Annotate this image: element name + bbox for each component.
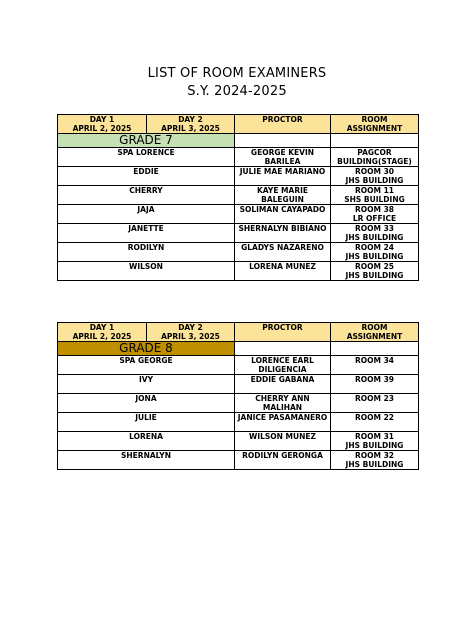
- room-cell-text: SHS BUILDING: [344, 195, 405, 204]
- proctor-cell: [235, 375, 331, 394]
- examiner-cell: [58, 432, 235, 451]
- grade-row-empty-cell: [331, 134, 419, 148]
- examiner-cell-text: CHERRY: [129, 186, 163, 195]
- examiner-cell: [58, 394, 235, 413]
- proctor-cell-text: WILSON MUNEZ: [249, 432, 316, 441]
- examiner-cell: [58, 375, 235, 394]
- proctor-cell-text: LORENA MUNEZ: [249, 262, 316, 271]
- proctor-cell: [235, 394, 331, 413]
- room-cell-text: ROOM 38: [354, 205, 395, 214]
- proctor-header: PROCTOR: [235, 115, 331, 134]
- examiner-cell: [58, 224, 235, 243]
- proctor-cell: [235, 224, 331, 243]
- room-cell-text: ROOM 33: [354, 224, 395, 233]
- room-cell-text: JHS BUILDING: [345, 460, 404, 469]
- examiner-cell: [58, 148, 235, 167]
- room-cell-text: ROOM 24: [354, 243, 395, 252]
- examiner-cell: [58, 186, 235, 205]
- proctor-cell-text: RODILYN GERONGA: [242, 451, 323, 460]
- room-cell: [331, 356, 419, 375]
- proctor-cell-text: JANICE PASAMANERO: [237, 413, 328, 422]
- examiner-cell-text: SHERNALYN: [121, 451, 171, 460]
- proctor-cell-text: SOLIMAN CAYAPADO: [239, 205, 326, 214]
- room-cell: [331, 224, 419, 243]
- proctor-header: PROCTOR: [235, 323, 331, 342]
- proctor-cell: [235, 262, 331, 281]
- examiner-cell-text: LORENA: [129, 432, 163, 441]
- room-cell: [331, 451, 419, 470]
- proctor-cell-text: DILIGENCIA: [258, 365, 307, 374]
- examiner-cell-text: JONA: [135, 394, 157, 403]
- grade-label: GRADE 8: [58, 342, 235, 356]
- examiner-cell: [58, 205, 235, 224]
- examiner-cell-text: IVY: [138, 375, 154, 384]
- table-row: [58, 375, 419, 394]
- grade-row: [58, 134, 419, 148]
- grade-7-examiners-table: [57, 114, 419, 281]
- proctor-cell: [235, 243, 331, 262]
- table-row: [58, 413, 419, 432]
- room-cell-text: ROOM 23: [354, 394, 395, 403]
- proctor-cell: [235, 167, 331, 186]
- room-cell-text: ROOM 32: [354, 451, 395, 460]
- proctor-cell-text: EDDIE GABANA: [250, 375, 315, 384]
- examiner-cell-text: JULIE: [135, 413, 157, 422]
- room-cell-text: ROOM 22: [354, 413, 395, 422]
- school-year: S.Y. 2024-2025: [187, 84, 287, 99]
- table-row: [58, 451, 419, 470]
- room-cell: [331, 205, 419, 224]
- room-cell-text: ROOM 11: [354, 186, 395, 195]
- proctor-cell-text: BALEGUIN: [261, 195, 304, 204]
- table-row: [58, 432, 419, 451]
- proctor-cell-text: LORENCE EARL: [251, 356, 314, 365]
- room-cell-text: JHS BUILDING: [345, 233, 404, 242]
- examiner-rows: [58, 356, 419, 470]
- room-cell-text: PAGCOR: [357, 148, 392, 157]
- proctor-cell: [235, 148, 331, 167]
- examiner-cell-text: SPA LORENCE: [117, 148, 175, 157]
- examiner-rows: [58, 148, 419, 281]
- room-cell-text: ROOM 39: [354, 375, 395, 384]
- table-row: [58, 148, 419, 167]
- room-cell: [331, 167, 419, 186]
- table-row: [58, 394, 419, 413]
- room-cell: [331, 432, 419, 451]
- proctor-cell: [235, 186, 331, 205]
- day1-header: DAY 1 APRIL 2, 2025: [58, 115, 147, 134]
- examiner-cell: [58, 167, 235, 186]
- room-cell-text: ROOM 30: [354, 167, 395, 176]
- proctor-cell: [235, 432, 331, 451]
- table-header-row: [58, 115, 419, 134]
- room-header: ROOM ASSIGNMENT: [331, 323, 419, 342]
- grade-row-empty-cell: [235, 342, 331, 356]
- room-header: ROOM ASSIGNMENT: [331, 115, 419, 134]
- table-row: [58, 262, 419, 281]
- examiner-cell-text: WILSON: [129, 262, 163, 271]
- examiner-cell-text: RODILYN: [127, 243, 165, 252]
- examiner-cell: [58, 262, 235, 281]
- room-cell: [331, 375, 419, 394]
- proctor-cell-text: MALIHAN: [262, 403, 303, 412]
- day2-header: DAY 2 APRIL 3, 2025: [147, 323, 235, 342]
- room-cell-text: JHS BUILDING: [345, 252, 404, 261]
- room-cell: [331, 413, 419, 432]
- room-cell: [331, 262, 419, 281]
- proctor-cell: [235, 356, 331, 375]
- examiner-cell: [58, 243, 235, 262]
- proctor-cell: [235, 413, 331, 432]
- room-cell: [331, 148, 419, 167]
- examiner-cell-text: JAJA: [137, 205, 155, 214]
- day2-header: DAY 2 APRIL 3, 2025: [147, 115, 235, 134]
- document-title: LIST OF ROOM EXAMINERS: [147, 66, 327, 81]
- room-cell-text: JHS BUILDING: [345, 176, 404, 185]
- proctor-cell-text: CHERRY ANN: [255, 394, 310, 403]
- table-row: [58, 205, 419, 224]
- examiner-cell-text: EDDIE: [133, 167, 159, 176]
- room-cell-text: ROOM 25: [354, 262, 395, 271]
- grade-row: [58, 342, 419, 356]
- examiner-cell: [58, 413, 235, 432]
- proctor-cell-text: SHERNALYN BIBIANO: [238, 224, 327, 233]
- grade-label: GRADE 7: [58, 134, 235, 148]
- room-cell-text: ROOM 31: [354, 432, 395, 441]
- examiner-cell: [58, 356, 235, 375]
- proctor-cell-text: GEORGE KEVIN: [250, 148, 315, 157]
- room-cell-text: JHS BUILDING: [345, 441, 404, 450]
- proctor-cell-text: GLADYS NAZARENO: [241, 243, 324, 252]
- proctor-cell-text: JULIE MAE MARIANO: [239, 167, 326, 176]
- room-cell-text: BUILDING(STAGE): [337, 157, 412, 166]
- proctor-cell-text: KAYE MARIE: [256, 186, 309, 195]
- table-row: [58, 243, 419, 262]
- table-row: [58, 167, 419, 186]
- room-cell: [331, 186, 419, 205]
- examiner-cell-text: JANETTE: [128, 224, 164, 233]
- table-row: [58, 356, 419, 375]
- examiner-cell-text: SPA GEORGE: [119, 356, 173, 365]
- room-cell: [331, 394, 419, 413]
- proctor-cell: [235, 451, 331, 470]
- room-cell-text: LR OFFICE: [352, 214, 397, 223]
- room-cell: [331, 243, 419, 262]
- day1-header: DAY 1 APRIL 2, 2025: [58, 323, 147, 342]
- grade-row-empty-cell: [331, 342, 419, 356]
- examiner-cell: [58, 451, 235, 470]
- grade-row-empty-cell: [235, 134, 331, 148]
- table-row: [58, 224, 419, 243]
- proctor-cell: [235, 205, 331, 224]
- grade-8-examiners-table: [57, 322, 419, 470]
- table-header-row: [58, 323, 419, 342]
- room-cell-text: ROOM 34: [354, 356, 395, 365]
- room-cell-text: JHS BUILDING: [345, 271, 404, 280]
- proctor-cell-text: BARILEA: [264, 157, 301, 166]
- table-row: [58, 186, 419, 205]
